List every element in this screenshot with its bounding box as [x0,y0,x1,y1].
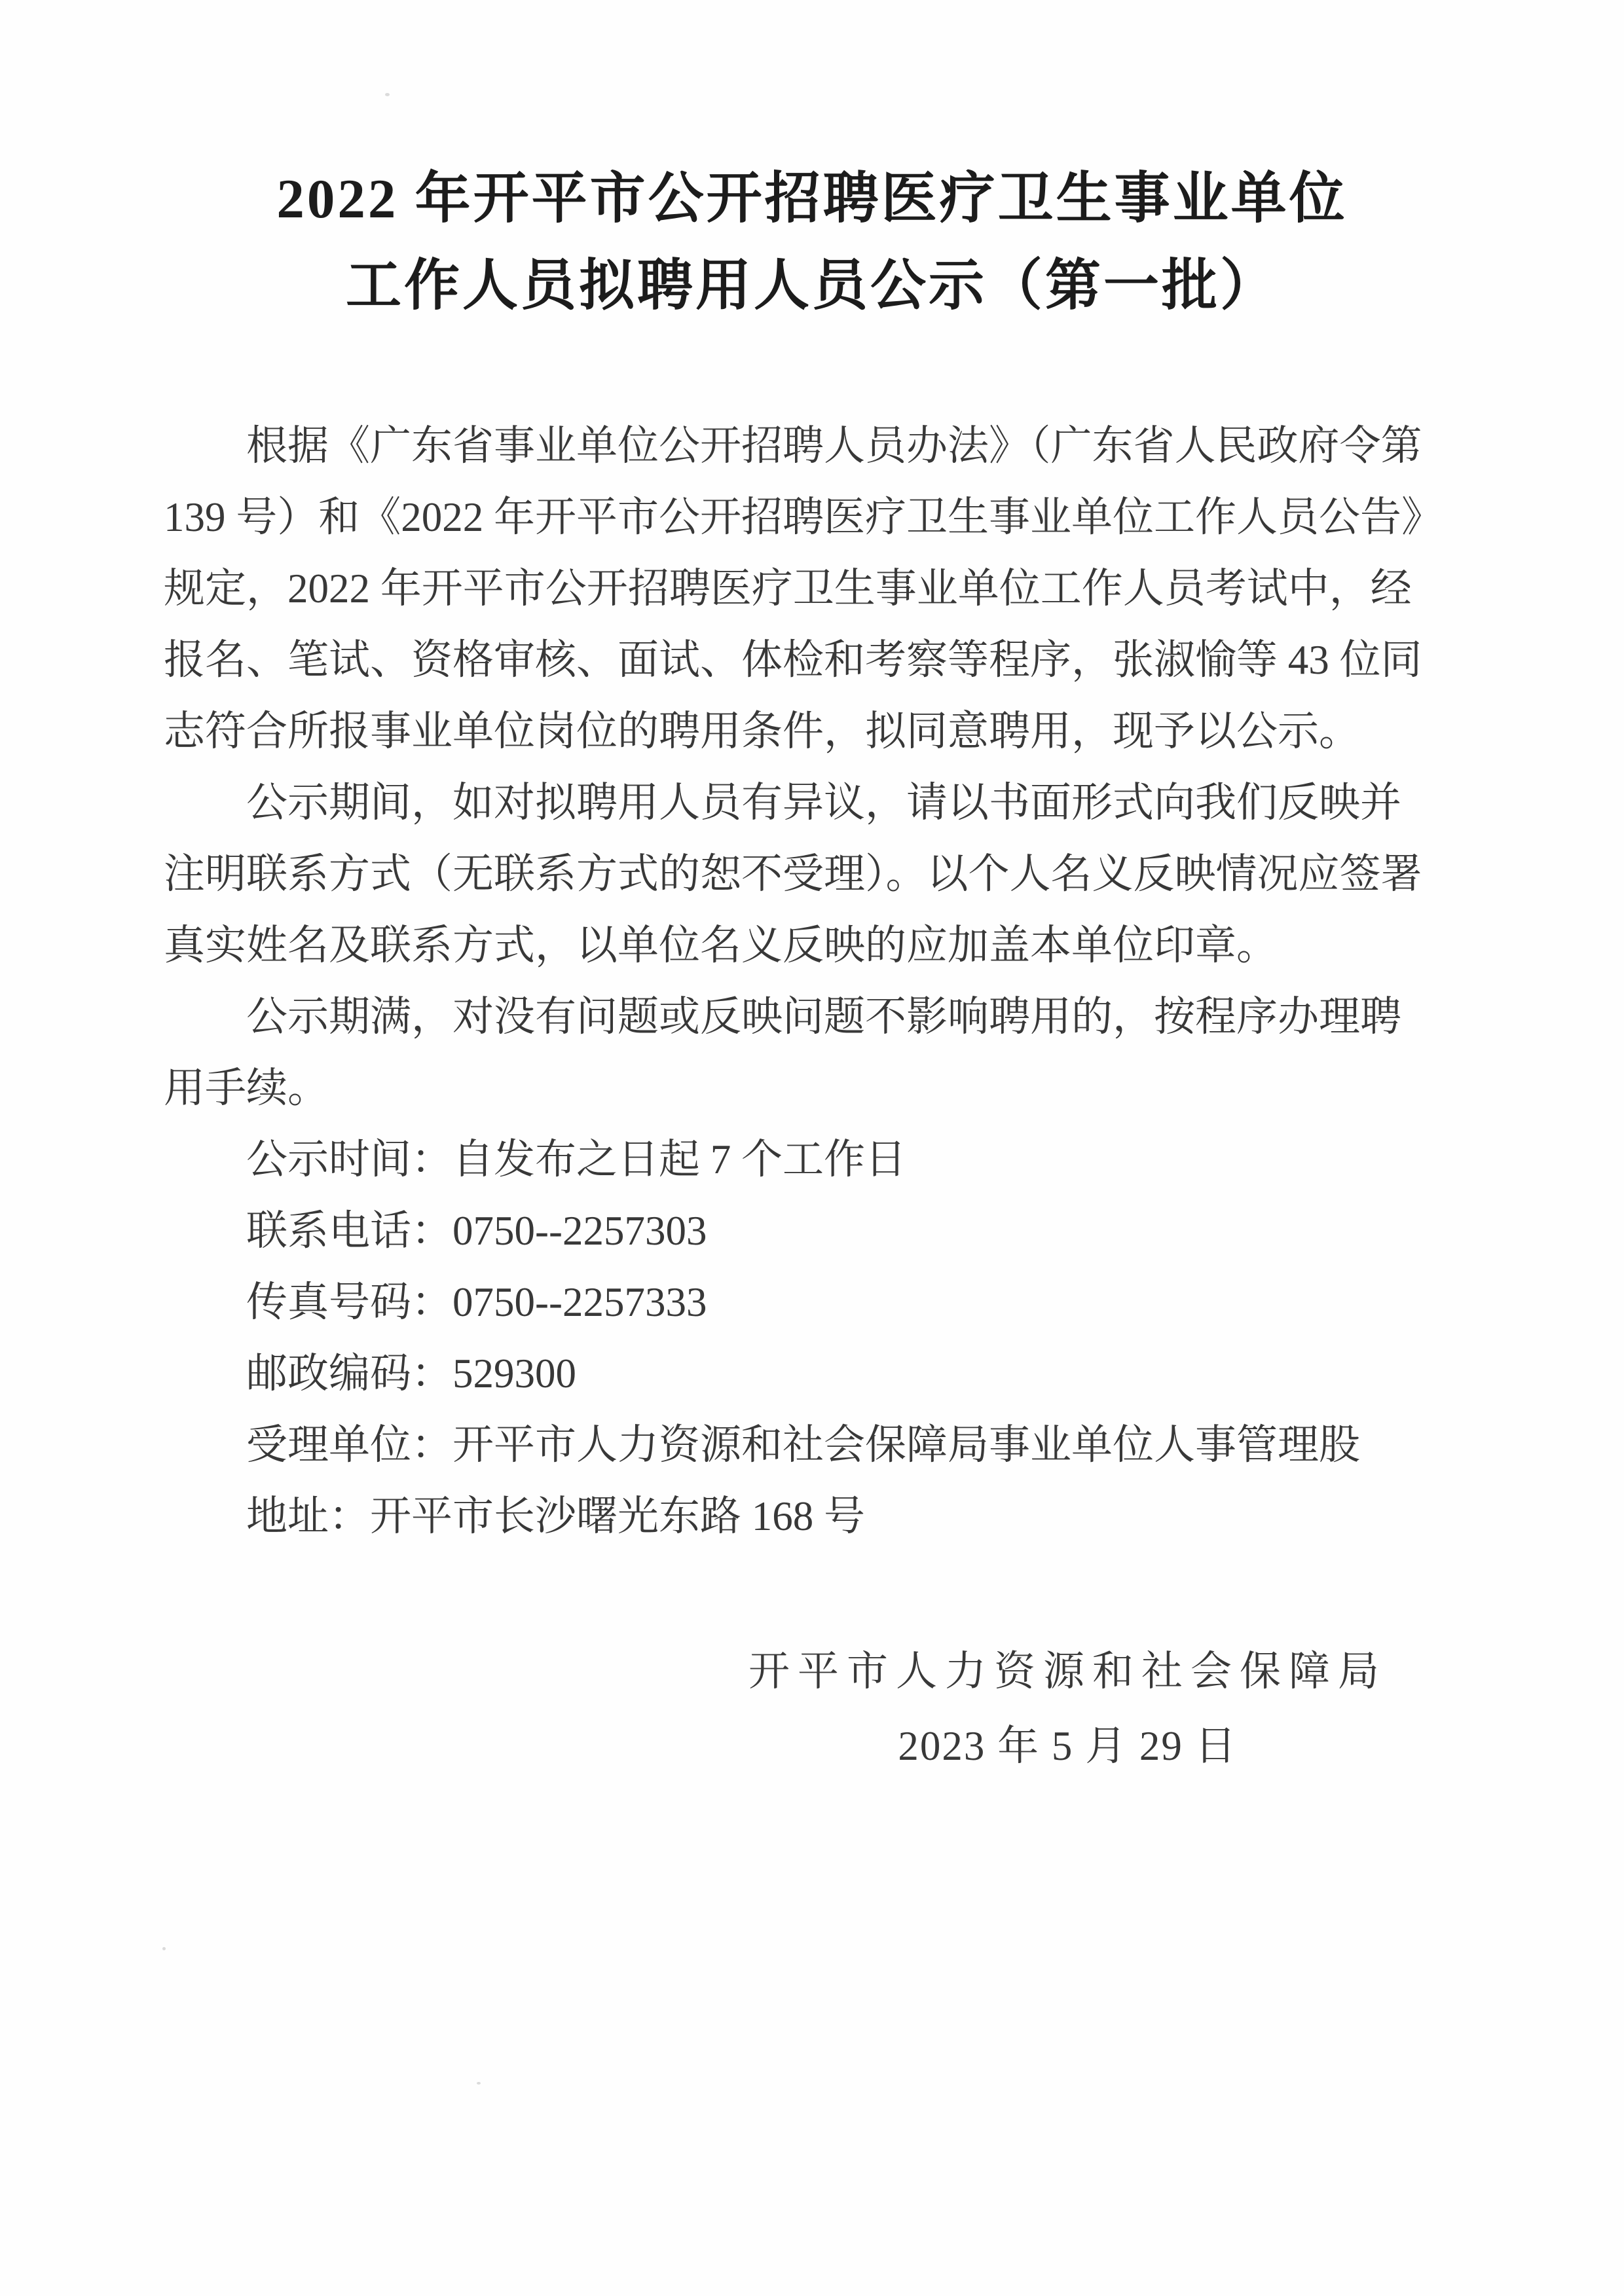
body-line: 根据《广东省事业单位公开招聘人员办法》（广东省人民政府令第 [246,423,1422,469]
body-line: 规定，2022 年开平市公开招聘医疗卫生事业单位工作人员考试中，经 [164,566,1412,611]
scan-speck [385,93,390,96]
signature-date: 2023 年 5 月 29 日 [898,1723,1238,1769]
document-title-line-1: 2022 年开平市公开招聘医疗卫生事业单位 [276,168,1348,230]
body-line-phone: 联系电话：0750--2257303 [246,1208,707,1254]
body-line-fax: 传真号码：0750--2257333 [246,1279,707,1325]
body-line: 志符合所报事业单位岗位的聘用条件，拟同意聘用，现予以公示。 [164,708,1360,754]
body-line: 公示期满，对没有问题或反映问题不影响聘用的，按程序办理聘 [246,994,1401,1040]
body-line: 注明联系方式（无联系方式的恕不受理）。以个人名义反映情况应签署 [164,851,1422,897]
body-line-address: 地址：开平市长沙曙光东路 168 号 [246,1493,865,1539]
body-line: 报名、笔试、资格审核、面试、体检和考察等程序，张淑愉等 43 位同 [164,637,1422,683]
document-title [0,156,1624,330]
document-body [164,410,1460,1552]
scan-speck [477,2082,481,2085]
body-line: 用手续。 [164,1065,329,1111]
body-line-publicity-period: 公示时间：自发布之日起 7 个工作日 [246,1137,906,1182]
document-title-line-2: 工作人员拟聘用人员公示（第一批） [345,255,1278,317]
body-line-accepting-unit: 受理单位：开平市人力资源和社会保障局事业单位人事管理股 [246,1422,1360,1468]
signature-block [748,1635,1387,1785]
body-line-postcode: 邮政编码：529300 [246,1351,576,1396]
signature-org: 开平市人力资源和社会保障局 [748,1649,1387,1694]
body-line: 真实姓名及联系方式，以单位名义反映的应加盖本单位印章。 [164,922,1278,968]
body-line: 139 号）和《2022 年开平市公开招聘医疗卫生事业单位工作人员公告》 [164,494,1443,540]
body-line: 公示期间，如对拟聘用人员有异议，请以书面形式向我们反映并 [246,780,1401,826]
scan-speck [162,1947,166,1950]
